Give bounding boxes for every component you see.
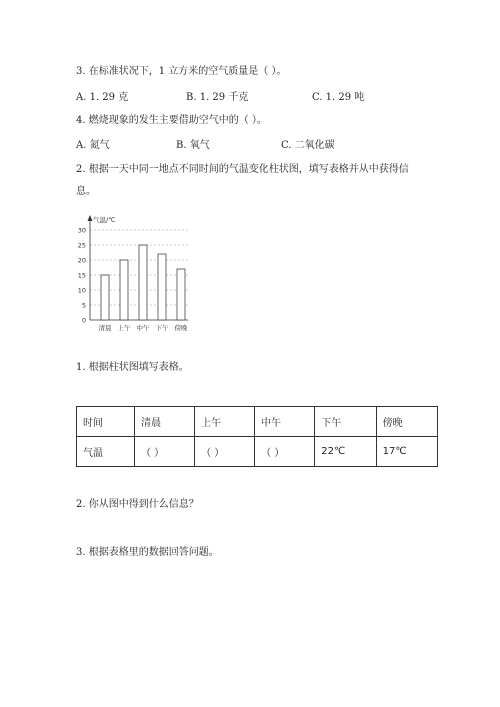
x-category-label: 中午 [136,324,150,332]
y-tick-label: 10 [77,286,86,295]
table-cell: 17℃ [376,437,437,467]
y-tick-label: 5 [81,301,86,310]
sub-question-3: 3. 根据表格里的数据回答问题。 [76,547,219,558]
section-2-instruction-line2: 息。 [76,186,96,197]
question-4: 4. 燃烧现象的发生主要借助空气中的（ ）。 [76,115,267,126]
q4-option-c: C. 二氧化碳 [281,140,335,151]
sub-question-1: 1. 根据柱状图填写表格。 [76,362,189,373]
q3-option-c: C. 1. 29 吨 [312,92,365,103]
temperature-bar-chart [62,212,202,334]
table-cell: （ ） [255,437,315,467]
x-category-label: 下午 [155,324,169,332]
y-axis-label: 气温/℃ [93,216,116,224]
bar-0 [101,275,109,320]
bar-1 [120,260,128,320]
x-category-label: 清晨 [98,324,112,332]
bar-3 [158,254,166,320]
question-3-options [76,88,406,102]
q3-option-a: A. 1. 29 克 [76,92,129,103]
q3-option-b: B. 1. 29 千克 [186,92,249,103]
y-tick-label: 30 [77,226,86,235]
table-cell: 时间 [77,407,135,437]
y-tick-label: 0 [81,316,86,325]
section-2-instruction-line1: 2. 根据一天中同一地点不同时间的气温变化柱状图，填写表格并从中获得信 [76,164,409,175]
y-axis-arrow [88,215,93,221]
question-3: 3. 在标准状况下，1 立方米的空气质量是（ ）。 [76,66,287,77]
table-header-row [77,407,438,437]
table-cell: 上午 [195,407,255,437]
y-tick-label: 20 [77,256,86,265]
table-cell: 中午 [255,407,315,437]
table-cell: 清晨 [135,407,195,437]
bar-4 [177,269,185,320]
q4-option-a: A. 氮气 [76,140,110,151]
table-cell: 下午 [315,407,376,437]
x-category-label: 傍晚 [174,324,188,332]
temperature-table [76,406,438,467]
table-cell: 傍晚 [376,407,437,437]
table-cell: 22℃ [315,437,376,467]
table-cell: （ ） [135,437,195,467]
table-row [77,437,438,467]
y-tick-label: 15 [77,271,86,280]
table-cell: 气温 [77,437,135,467]
bar-2 [139,245,147,320]
question-4-options [76,136,406,150]
y-tick-label: 25 [77,241,86,250]
table-cell: （ ） [195,437,255,467]
x-category-label: 上午 [117,324,131,332]
sub-question-2: 2. 你从图中得到什么信息？ [76,499,199,510]
q4-option-b: B. 氧气 [176,140,210,151]
